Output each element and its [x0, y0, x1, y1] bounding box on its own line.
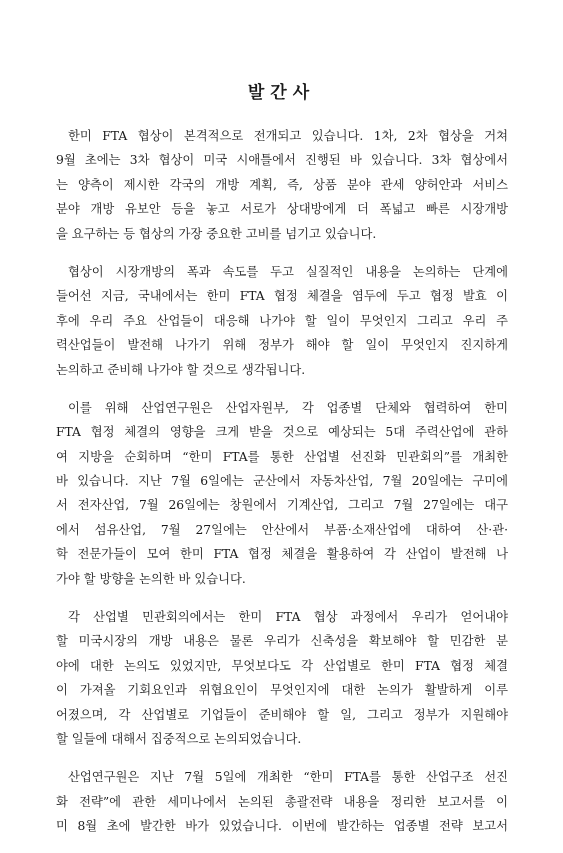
- paragraph: [56, 765, 508, 838]
- text-line: 바 있습니다. 지난 7월 6일에는 군산에서 자동차산업, 7월 20일에는 구미에: [56, 474, 508, 489]
- text-line: 산업연구원은 지난 7월 5일에 개최한 “한미 FTA를 통한 산업구조 선진: [68, 770, 508, 785]
- text-line: 분야 개방 유보안 등을 놓고 서로가 상대방에게 더 폭넓고 빠른 시장개방: [56, 202, 508, 217]
- paragraph: [56, 396, 508, 591]
- text-line: 여 지방을 순회하며 “한미 FTA를 통한 산업별 선진화 민관회의”를 개최한: [56, 449, 508, 464]
- text-line: 협상이 시장개방의 폭과 속도를 두고 실질적인 내용을 논의하는 단계에: [68, 264, 508, 279]
- paragraph: [56, 124, 508, 246]
- paragraph: [56, 605, 508, 751]
- text-line: 각 산업별 민관회의에서는 한미 FTA 협상 과정에서 우리가 얻어내야: [68, 610, 508, 625]
- text-line: 이 가져올 기회요인과 위협요인이 무엇인지에 대한 논의가 활발하게 이루: [56, 683, 508, 698]
- text-line: 할 일들에 대해서 집중적으로 논의되었습니다.: [56, 731, 302, 746]
- text-line: 후에 우리 주요 산업들이 대응해 나가야 할 일이 무엇인지 그리고 우리 주: [56, 313, 508, 328]
- text-line: 9월 초에는 3차 협상이 미국 시애틀에서 진행된 바 있습니다. 3차 협상에서: [56, 153, 508, 168]
- text-line: 화 전략”에 관한 세미나에서 논의된 총괄전략 내용을 정리한 보고서를 이: [56, 794, 508, 809]
- text-line: FTA 협정 체결의 영향을 크게 받을 것으로 예상되는 5대 주력산업에 관하: [56, 425, 508, 440]
- text-line: 학 전문가들이 모여 한미 FTA 협정 체결을 활용하여 각 산업이 발전해 나: [56, 547, 508, 562]
- text-line: 미 8월 초에 발간한 바가 있었습니다. 이번에 발간하는 업종별 전략 보고서: [56, 819, 508, 834]
- text-line: 는 양측이 제시한 각국의 개방 계획, 즉, 상품 분야 관세 양허안과 서비스: [56, 177, 508, 192]
- text-line: 어졌으며, 각 산업별로 기업들이 준비해야 할 일, 그리고 정부가 지원해야: [56, 707, 508, 722]
- text-line: 서 전자산업, 7월 26일에는 창원에서 기계산업, 그리고 7월 27일에는 대구: [56, 498, 508, 513]
- text-line: 이를 위해 산업연구원은 산업자원부, 각 업종별 단체와 협력하여 한미: [68, 400, 508, 415]
- text-line: 가야 할 방향을 논의한 바 있습니다.: [56, 571, 246, 586]
- text-line: 에서 섬유산업, 7월 27일에는 안산에서 부품·소재산업에 대하여 산·관·: [56, 522, 508, 537]
- text-line: 야에 대한 논의도 있었지만, 무엇보다도 각 산업별로 한미 FTA 협정 체결: [56, 658, 508, 673]
- text-line: 들어선 지금, 국내에서는 한미 FTA 협정 체결을 염두에 두고 협정 발효 이: [56, 289, 508, 304]
- text-line: 한미 FTA 협상이 본격적으로 전개되고 있습니다. 1차, 2차 협상을 거쳐: [68, 129, 508, 143]
- paragraph: [56, 260, 508, 382]
- page-title: 발간사: [247, 83, 316, 103]
- text-line: 을 요구하는 등 협상의 가장 중요한 고비를 넘기고 있습니다.: [56, 226, 377, 241]
- body-text: [56, 124, 508, 853]
- text-line: 할 미국시장의 개방 내용은 물론 우리가 신축성을 확보해야 할 민감한 분: [56, 634, 508, 649]
- text-line: 논의하고 준비해 나가야 할 것으로 생각됩니다.: [56, 362, 306, 377]
- text-line: 력산업들이 발전해 나가기 위해 정부가 해야 할 일이 무엇인지 진지하게: [56, 338, 508, 353]
